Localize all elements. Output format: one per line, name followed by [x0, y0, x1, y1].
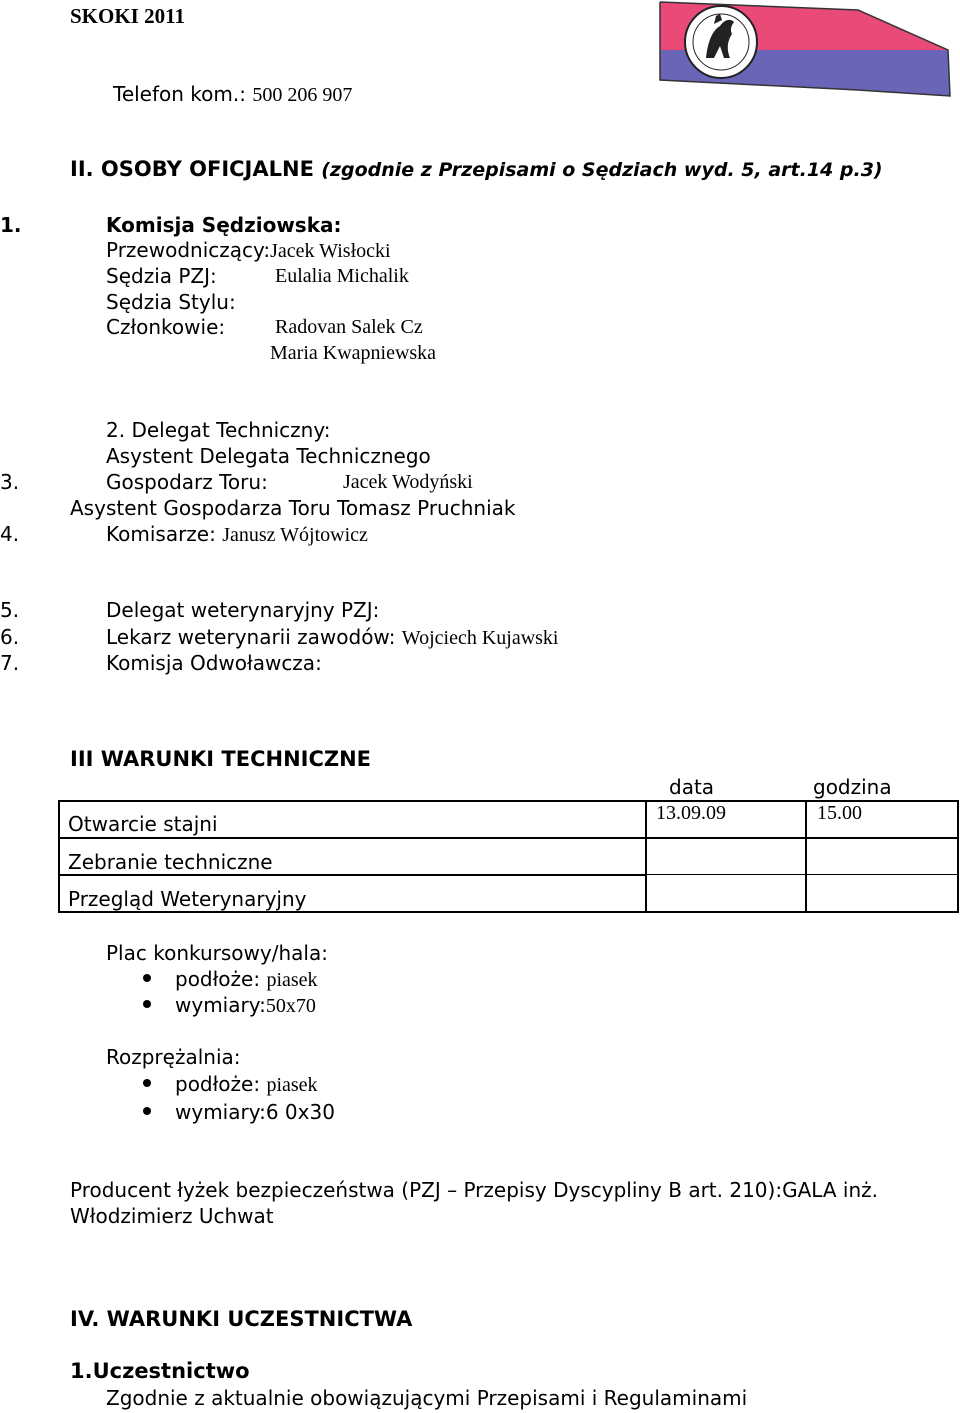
arena-size [175, 993, 316, 1018]
item-6-label: Lekarz weterynarii zawodów: [106, 625, 396, 649]
members-label: Członkowie: [106, 315, 226, 339]
chair-line [106, 238, 391, 263]
item-1-number: 1. [0, 213, 22, 237]
bullet-icon [143, 974, 151, 982]
arena-title: Plac konkursowy/hala: [106, 941, 328, 965]
warmup-size [175, 1100, 335, 1124]
warmup-size-value: 6 0x30 [265, 1100, 335, 1124]
item-2-label: 2. Delegat Techniczny: [106, 418, 331, 442]
arena-surface-label: podłoże: [175, 967, 261, 991]
item-3-assistant: Asystent Gospodarza Toru Tomasz Pruchniak [70, 496, 516, 520]
warmup-surface-label: podłoże: [175, 1072, 261, 1096]
item-7-label: Komisja Odwoławcza: [106, 651, 322, 675]
item-4-line [106, 522, 368, 547]
member-1: Radovan Salek Cz [275, 316, 423, 338]
table-row-label: Przegląd Weterynaryjny [68, 887, 307, 911]
arena-size-label: wymiary: [175, 993, 266, 1017]
arena-surface-value: piasek [266, 969, 318, 991]
col-header-time: godzina [813, 775, 892, 799]
warmup-title: Rozprężalnia: [106, 1045, 241, 1069]
chair-value: Jacek Wisłocki [270, 240, 391, 262]
item-4-label: Komisarze: [106, 522, 216, 546]
item-3-label: Gospodarz Toru: [106, 470, 268, 494]
section-4-text: Zgodnie z aktualnie obowiązującymi Przepisami i Regulaminami [106, 1386, 748, 1410]
table-row-date: 13.09.09 [656, 802, 726, 824]
phone-label: Telefon kom.: [113, 82, 246, 106]
item-2-assistant: Asystent Delegata Technicznego [106, 444, 431, 468]
section-2-title: II. OSOBY OFICJALNE [70, 157, 314, 181]
section-2-heading [70, 157, 883, 181]
bullet-icon [143, 1000, 151, 1008]
chair-label: Przewodniczący: [106, 238, 271, 262]
item-7-number: 7. [0, 651, 20, 675]
section-4-heading: IV. WARUNKI UCZESTNICTWA [70, 1307, 413, 1331]
member-2: Maria Kwapniewska [270, 342, 437, 364]
table-row-label: Zebranie techniczne [68, 850, 273, 874]
warmup-size-label: wymiary: [175, 1100, 266, 1124]
producer-line-1: Producent łyżek bezpieczeństwa (PZJ – Przepisy Dyscypliny B art. 210):GALA inż. [70, 1178, 878, 1202]
item-6-number: 6. [0, 625, 20, 649]
document-title: SKOKI 2011 [70, 4, 185, 28]
item-5-number: 5. [0, 598, 20, 622]
judge-pzj-value: Eulalia Michalik [275, 265, 409, 287]
item-4-value: Janusz Wójtowicz [222, 524, 368, 546]
producer-line-2: Włodzimierz Uchwat [70, 1204, 274, 1228]
item-1-title: Komisja Sędziowska: [106, 213, 342, 237]
item-6-value: Wojciech Kujawski [401, 627, 559, 649]
section-2-note: (zgodnie z Przepisami o Sędziach wyd. 5, art.14 p.3) [321, 159, 883, 181]
judge-pzj-label: Sędzia PZJ: [106, 264, 217, 288]
phone-number: 500 206 907 [252, 84, 353, 106]
style-judge-label: Sędzia Stylu: [106, 290, 236, 314]
pzj-pennant-logo [658, 0, 952, 100]
phone-line [113, 82, 352, 107]
section-3-heading: III WARUNKI TECHNICZNE [70, 747, 372, 771]
item-5-label: Delegat weterynaryjny PZJ: [106, 598, 380, 622]
item-4-number: 4. [0, 522, 20, 546]
section-4-subheading: 1.Uczestnictwo [70, 1359, 250, 1383]
item-3-number: 3. [0, 470, 20, 494]
item-3-value: Jacek Wodyński [343, 471, 473, 493]
col-header-date: data [669, 775, 715, 799]
warmup-surface [175, 1072, 318, 1097]
item-6-line [106, 625, 558, 650]
table-row-label: Otwarcie stajni [68, 812, 218, 836]
bullet-icon [143, 1079, 151, 1087]
arena-surface [175, 967, 318, 992]
warmup-surface-value: piasek [266, 1074, 318, 1096]
bullet-icon [143, 1107, 151, 1115]
table-row-time: 15.00 [817, 802, 862, 824]
arena-size-value: 50x70 [265, 995, 316, 1017]
